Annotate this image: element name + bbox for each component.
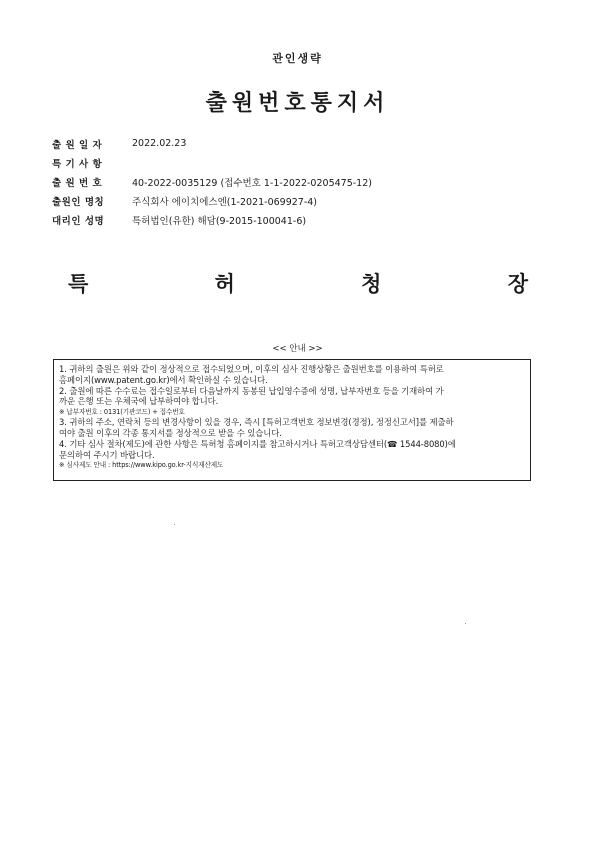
guide-line: 홈페이지(www.patent.go.kr)에서 확인하실 수 있습니다. (59, 374, 268, 385)
info-row-special-notes (52, 153, 552, 172)
info-label: 특 기 사 항 (52, 158, 103, 170)
guide-line: 문의하여 주시기 바랍니다. (59, 449, 155, 460)
guide-box (53, 359, 531, 481)
info-label: 출 원 일 자 (52, 139, 103, 151)
scan-speck (465, 623, 466, 624)
authority-char: 특 (68, 272, 89, 296)
commissioner-signature (68, 268, 528, 298)
info-value: 40-2022-0035129 (접수번호 1-1-2022-0205475-12) (132, 177, 372, 189)
guide-note: ※ 납부자번호 : 0131(기관코드) + 접수번호 (59, 408, 185, 417)
info-row-application-number (52, 172, 552, 191)
authority-char: 장 (507, 272, 528, 296)
info-row-applicant-name (52, 191, 552, 210)
guide-heading: << 안내 >> (272, 344, 323, 354)
guide-line: 까운 은행 또는 우체국에 납부하여야 합니다. (59, 396, 219, 407)
scan-speck (174, 524, 175, 525)
seal-omitted-text: 관인생략 (272, 52, 323, 65)
info-label: 대리인 성명 (52, 215, 105, 227)
guide-note: ※ 심사제도 안내 : https://www.kipo.go.kr-지식재산제도 (59, 461, 224, 470)
info-row-filing-date (52, 134, 552, 153)
page-title: 출원번호통지서 (205, 91, 390, 116)
info-value: 주식회사 에이치에스엔(1-2021-069927-4) (132, 196, 318, 208)
info-label: 출원인 명칭 (52, 196, 105, 208)
authority-char: 청 (361, 272, 382, 296)
guide-line: 3. 귀하의 주소, 연락처 등의 변경사항이 있을 경우, 즉시 [특허고객번호 정보변경(경정), 정정신고서]를 제출하 (59, 417, 454, 428)
guide-line: 2. 출원에 따른 수수료는 접수일로부터 다음날까지 동봉된 납입영수증에 성명, 납부자번호 등을 기재하여 가 (59, 385, 444, 396)
info-value: 2022.02.23 (132, 138, 187, 149)
guide-line: 4. 기타 심사 절차(제도)에 관한 사항은 특허청 홈페이지를 참고하시거나 특허고객상담센터(☎ 1544-8080)에 (59, 438, 456, 449)
guide-line: 1. 귀하의 출원은 위와 같이 정상적으로 접수되었으며, 이후의 심사 진행상황은 출원번호를 이용하여 특허로 (59, 364, 444, 374)
info-label: 출 원 번 호 (52, 177, 103, 189)
application-info (52, 134, 552, 229)
guide-line: 여야 출원 이후의 각종 통지서를 정상적으로 받을 수 있습니다. (59, 427, 282, 438)
info-value: 특허법인(유한) 해담(9-2015-100041-6) (132, 215, 307, 227)
authority-char: 허 (214, 272, 235, 296)
info-row-agent-name (52, 210, 552, 229)
